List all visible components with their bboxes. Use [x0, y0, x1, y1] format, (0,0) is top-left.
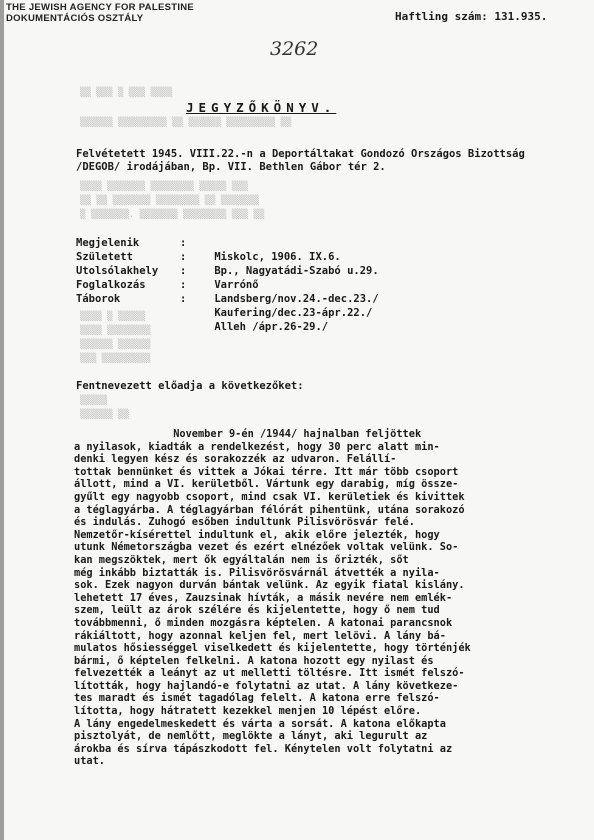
- field-label: Foglalkozás: [76, 279, 146, 291]
- body-line: felvezették a leányt az ut melletti töltésre. Itt ismét felszó-: [74, 667, 465, 680]
- haftling-number: Haftling szám: 131.935.: [395, 10, 548, 23]
- body-line: árokba és sírva tápászkodott fel. Kénytelen volt folytatni az: [74, 742, 453, 755]
- field-row: Megjelenik :: [76, 236, 379, 250]
- department-line: DOKUMENTÁCIÓS OSZTÁLY: [6, 13, 144, 24]
- field-label: Táborok: [76, 293, 121, 305]
- body-line: a téglagyárba. A téglagyárban félórát pihentünk, utána sorakozó: [74, 503, 465, 516]
- body-line: a nyilasok, kiadták a rendelkezést, hogy 30 perc alatt min-: [74, 440, 440, 453]
- personal-data-fields: [76, 236, 379, 334]
- field-label: Született: [76, 251, 133, 263]
- body-line: bármi, ő képtelen felkelni. A katona hozott egy nyilast és: [74, 654, 434, 667]
- body-line: November 9-én /1944/ hajnalban feljöttek: [74, 428, 422, 440]
- body-line: tottak bennünket és vittek a Jókai térre. Itt már több csoport: [74, 465, 459, 478]
- body-line: tes maradt és ismét tagadólag felelt. A katona erre felszó-: [74, 692, 440, 705]
- statement-heading: Fentnevezett előadja a következőket:: [76, 380, 304, 392]
- body-line: A lány engedelmeskedett és várta a sorsát. A katona előkapta: [74, 717, 446, 730]
- field-value: Alleh /ápr.26-29./: [214, 321, 329, 333]
- agency-stamp: [6, 2, 194, 24]
- body-line: és indulás. Zuhogó esőben indultunk Pilisvörösvár felé.: [74, 516, 415, 529]
- document-title: JEGYZŐKÖNYV.: [186, 100, 337, 115]
- body-line: gyűlt egy nagyobb csoport, mind csak VI. kerületiek és kivittek: [74, 490, 465, 503]
- body-line: denki legyen kész és sorakozzék az udvaron. Felállí-: [74, 453, 397, 466]
- scan-edge-shadow: [0, 0, 4, 840]
- agency-line: THE JEWISH AGENCY FOR PALESTINE: [6, 2, 195, 13]
- body-line: utat.: [74, 755, 105, 768]
- field-value: Landsberg/nov.24.-dec.23./: [214, 293, 379, 305]
- document-page: THE JEWISH AGENCY FOR PALESTINE DOKUMENTÁCIÓS OSZTÁLY Haftling szám: 131.935. 3262 ▒▒ ▒▒▒ ▒ ▒▒▒ ▒▒▒▒ ▒▒▒▒▒▒ ▒▒▒▒▒▒▒▒▒ ▒▒ ▒▒▒▒▒▒ ▒▒▒▒▒▒▒▒▒ ▒▒ ▒▒▒▒ ▒▒▒▒▒▒▒ ▒▒▒▒▒▒▒▒ ▒▒▒▒▒ ▒▒▒ ▒▒ ▒▒ ▒▒▒▒▒▒▒ ▒▒▒▒▒▒▒▒ ▒▒ ▒▒▒▒▒▒▒ ▒ ▒▒▒▒▒▒▒. ▒▒▒▒▒▒▒ ▒▒▒▒▒▒▒▒ ▒▒▒ ▒▒ ▒▒▒▒ ▒ ▒▒▒▒▒ ▒▒▒▒ ▒▒▒▒▒▒▒▒ ▒▒▒▒▒▒ ▒▒▒▒▒▒ ▒▒▒ ▒▒▒▒▒▒▒▒▒ ▒▒▒▒▒ ▒▒▒▒▒▒ ▒▒ JEGYZŐKÖNYV. Felvétetett 1945. VIII.22.-n a Deportáltakat Gondozó Országos Bizottság /DEGOB/ irodájában, Bp. VII. Bethlen Gábor tér 2. Megjelenik : Született : Miskolc, 1906. IX.6. Utolsólakhely : Bp., Nagyatádi-Szabó u.29. Foglalkozás : Varrónő Táborok : Landsberg/nov.24.-dec.23./ Kaufering/dec.23-ápr.22./ Alleh /ápr.26-29./ Fentnevezett előadja a következőket: November 9-én /1944/ hajnalban feljöttek a nyilasok, kiadták a rendelkezést, hogy 30 perc alatt min- denki legyen kész és sorakozzék az udvaron. Felállí- tottak bennünket és vittek a Jókai térre. Itt már több csoport állott, mind a VI. kerületből. Vártunk egy darabig, míg össze- gyűlt egy nagyobb csoport, mind csak VI. kerületiek és kivittek a téglagyárba. A téglagyárban félórát pihentünk, utána sorakozó és indulás. Zuhogó esőben indultunk Pilisvörösvár felé. Nemzetőr-kísérettel indultunk el, akik előre jelezték, hogy utunk Németországba vezet és ezért elnézőek voltak velünk. So- kan megszöktek, mert ők egyáltalán nem is őrizték, sőt még inkább biztatták is. Pilisvörösvárnál átvették a nyila- sok. Ezek nagyon durván bántak velünk. Az egyik fiatal kislány. lehetett 17 éves, Zauzsinak hívták, a másik nevére nem emlék- szem, leült az árok szélére és kijelentette, hogy ő nem tud továbbmenni, ő minden mozgásra képtelen. A katonai parancsnok rákiáltott, hogy azonnal keljen fel, mert lelövi. A lány bá- mulatos hősiességgel viselkedett és kijelentette, hogy történjék bármi, ő képtelen felkelni. A katona hozott egy nyilast és felvezették a leányt az ut melletti töltésre. Itt ismét felszó- lították, hogy hajlandó-e folytatni az utat. A lány következe- tes maradt és ismét tagadólag felelt. A katona erre felszó- lította, hogy hátratett kezekkel menjen 10 lépést előre. A lány engedelmeskedett és várta a sorsát. A katona előkapta pisztolyát, de nemlőtt, meglökte a lányt, aki legurult az árokba és sírva tápászkodott fel. Kénytelen volt folytatni az utat.: [0, 0, 594, 840]
- body-line: még inkább biztatták is. Pilisvörösvárnál átvették a nyila-: [74, 566, 440, 579]
- field-label: [76, 306, 180, 320]
- field-row: Foglalkozás : Varrónő: [76, 279, 259, 291]
- field-value: [186, 236, 214, 250]
- field-row: [76, 320, 379, 334]
- body-line: továbbmenni, ő minden mozgásra képtelen. A katonai parancsnok: [74, 616, 453, 629]
- body-line: rákiáltott, hogy azonnal keljen fel, mert lelövi. A lány bá-: [74, 629, 446, 642]
- body-line: kan megszöktek, mert ők egyáltalán nem is őrizték, sőt: [74, 553, 409, 566]
- body-line: lították, hogy hajlandó-e folytatni az utat. A lány következe-: [74, 679, 459, 692]
- body-line: mulatos hősiességgel viselkedett és kijelentette, hogy történjék: [74, 642, 471, 655]
- body-line: lehetett 17 éves, Zauzsinak hívták, a másik nevére nem emlék-: [74, 591, 453, 604]
- body-line: sok. Ezek nagyon durván bántak velünk. Az egyik fiatal kislány.: [74, 579, 465, 592]
- field-row: Táborok : Landsberg/nov.24.-dec.23./: [76, 293, 379, 305]
- field-label: Utolsólakhely: [76, 265, 159, 277]
- handwritten-number: 3262: [270, 38, 319, 60]
- field-label: [76, 320, 180, 334]
- field-value: Bp., Nagyatádi-Szabó u.29.: [214, 265, 379, 277]
- field-value: Varrónő: [214, 279, 259, 291]
- intro-paragraph: Felvétetett 1945. VIII.22.-n a Deportáltakat Gondozó Országos Bizottság /DEGOB/ irodájában, Bp. VII. Bethlen Gábor tér 2.: [76, 148, 525, 173]
- body-line: utunk Németországba vezet és ezért elnézőek voltak velünk. So-: [74, 541, 459, 554]
- body-line: pisztolyát, de nemlőtt, meglökte a lányt, aki legurult az: [74, 730, 428, 743]
- field-row: [76, 306, 379, 320]
- statement-body: [74, 428, 568, 768]
- field-label: Megjelenik: [76, 237, 140, 249]
- field-value: Kaufering/dec.23-ápr.22./: [214, 307, 373, 319]
- body-line: Nemzetőr-kísérettel indultunk el, akik előre jelezték, hogy: [74, 528, 440, 541]
- body-line: szem, leült az árok szélére és kijelentette, hogy ő nem tud: [74, 604, 440, 617]
- body-line: állott, mind a VI. kerületből. Vártunk egy darabig, míg össze-: [74, 478, 459, 491]
- field-row: Utolsólakhely : Bp., Nagyatádi-Szabó u.29.: [76, 265, 379, 277]
- body-line: lította, hogy hátratett kezekkel menjen 10 lépést előre.: [74, 705, 422, 718]
- field-row: Született : Miskolc, 1906. IX.6.: [76, 251, 341, 263]
- field-value: Miskolc, 1906. IX.6.: [214, 251, 341, 263]
